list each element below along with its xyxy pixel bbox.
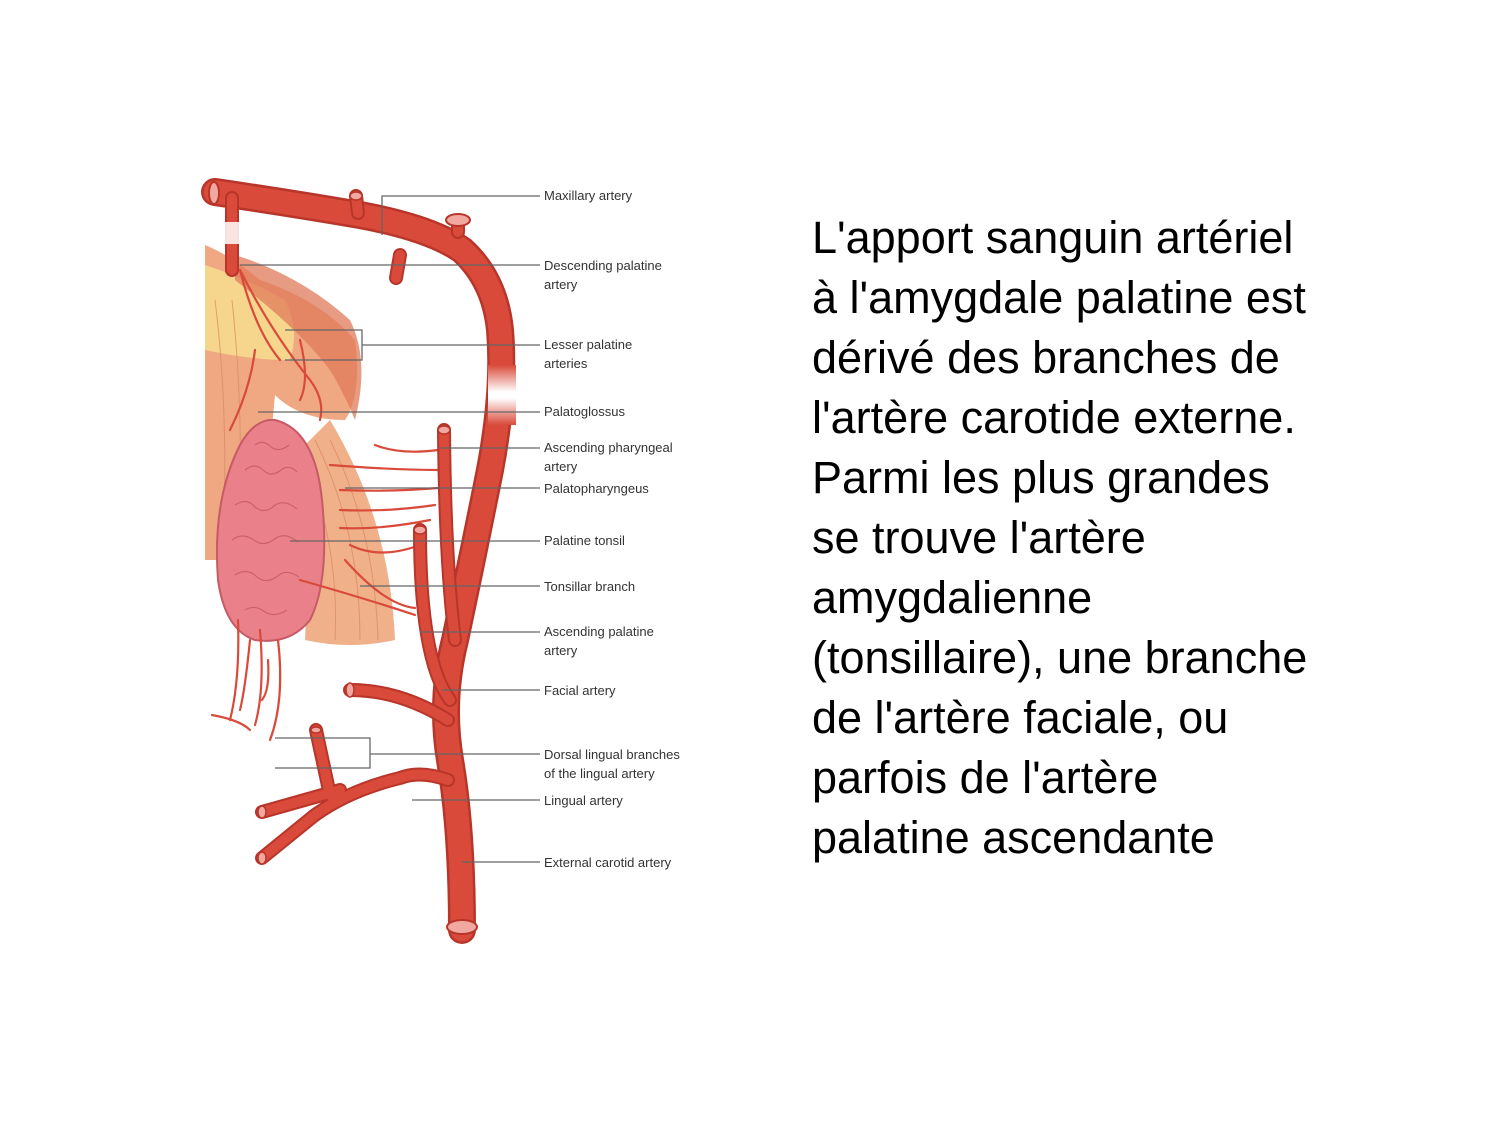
label-facial-artery: Facial artery — [544, 683, 616, 698]
label-lesser-palatine-2: arteries — [544, 356, 588, 371]
text-line: palatine ascendante — [812, 812, 1215, 863]
text-line: (tonsillaire), une branche — [812, 632, 1308, 683]
label-descending-palatine-2: artery — [544, 277, 578, 292]
label-tonsillar-branch: Tonsillar branch — [544, 579, 636, 594]
text-line: parfois de l'artère — [812, 752, 1159, 803]
label-ascending-palatine-2: artery — [544, 643, 578, 658]
structure-labels — [544, 188, 680, 870]
label-ascending-pharyngeal-2: artery — [544, 459, 578, 474]
text-line: amygdalienne — [812, 572, 1093, 623]
label-maxillary-artery: Maxillary artery — [544, 188, 633, 203]
label-palatopharyngeus: Palatopharyngeus — [544, 481, 649, 496]
label-dorsal-lingual: Dorsal lingual branches — [544, 747, 680, 762]
text-line: à l'amygdale palatine est — [812, 272, 1306, 323]
tonsil-blood-supply-diagram — [195, 170, 705, 950]
label-ascending-pharyngeal: Ascending pharyngeal — [544, 440, 673, 455]
text-line: Parmi les plus grandes — [812, 452, 1270, 503]
label-ascending-palatine: Ascending palatine — [544, 624, 654, 639]
label-palatine-tonsil: Palatine tonsil — [544, 533, 625, 548]
text-line: l'artère carotide externe. — [812, 392, 1296, 443]
label-external-carotid: External carotid artery — [544, 855, 672, 870]
label-dorsal-lingual-2: of the lingual artery — [544, 766, 655, 781]
anatomy-illustration — [195, 170, 705, 950]
text-line: L'apport sanguin artériel — [812, 212, 1294, 263]
text-line: se trouve l'artère — [812, 512, 1146, 563]
label-lesser-palatine: Lesser palatine — [544, 337, 633, 352]
label-descending-palatine: Descending palatine — [544, 258, 662, 273]
label-lingual-artery: Lingual artery — [544, 793, 623, 808]
text-line: de l'artère faciale, ou — [812, 692, 1229, 743]
text-line: dérivé des branches de — [812, 332, 1280, 383]
slide-body-text — [812, 208, 1452, 868]
label-palatoglossus: Palatoglossus — [544, 404, 625, 419]
